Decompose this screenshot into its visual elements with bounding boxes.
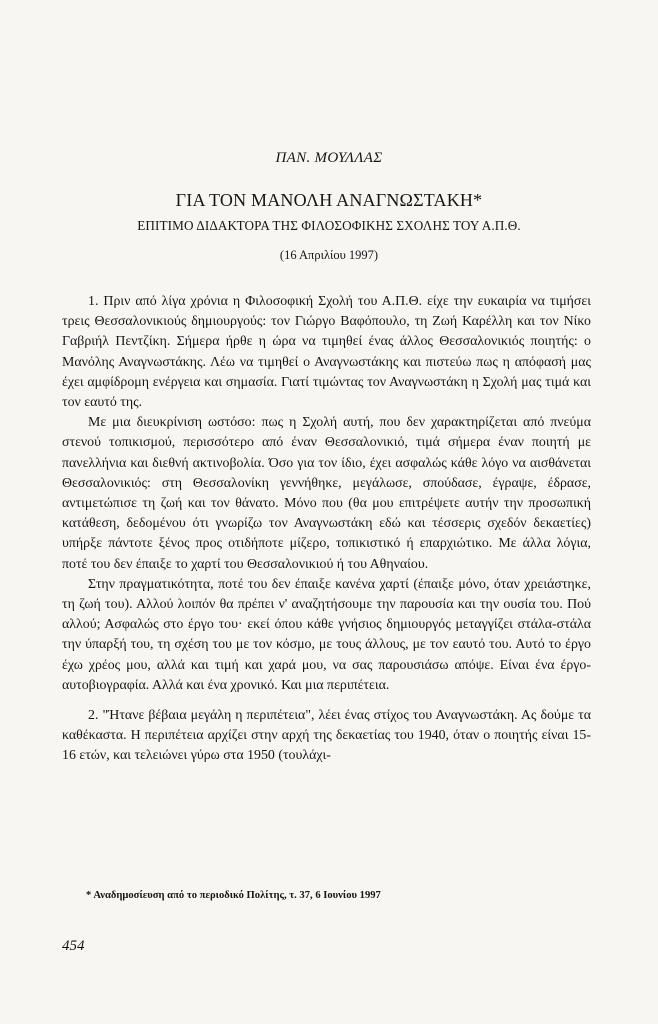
page-number: 454 — [62, 938, 85, 954]
paragraph-4: 2. "Ήτανε βέβαια μεγάλη η περιπέτεια", λέει ένας στίχος του Αναγνωστάκη. Ας δούμε τα καθέκαστα. Η περιπέτεια αρχίζει στην αρχή της δεκαετίας του 1940, όταν ο ποιητής είναι 15-16 ετών, και τελειώνει γύρω στα 1950 (τουλάχι- — [62, 708, 591, 764]
article-date: (16 Απριλίου 1997) — [279, 248, 379, 262]
paragraph-1: 1. Πριν από λίγα χρόνια η Φιλοσοφική Σχολή του Α.Π.Θ. είχε την ευκαιρία να τιμήσει τρεις Θεσσαλονικιούς δημιουργούς: τον Γιώργο Βαφόπουλο, τη Ζωή Καρέλλη και τον Νίκο Γαβριήλ Πεντζίκη. Σήμερα ήρθε η ώρα να τιμηθεί ένας άλλος Θεσσαλονικιός ποιητής: ο Μανόλης Αναγνωστάκης. Λέω να τιμηθεί ο Αναγνωστάκης και πιστεύω πως η απόφασή μας έχει αμφίδρομη ενέργεια και σημασία. Γιατί τιμώντας τον Αναγνωστάκη η Σχολή μας τιμά και τον εαυτό της. — [62, 294, 591, 411]
paragraph-2: Με μια διευκρίνιση ωστόσο: πως η Σχολή αυτή, που δεν χαρακτηρίζεται από πνεύμα στενού τοπικισμού, περισσότερο από έναν Θεσσαλονικιό, τιμά σήμερα έναν ποιητή με πανελλήνια και διεθνή ακτινοβολία. Όσο για τον ίδιο, έχει ασφαλώς κάθε λόγο να αισθάνεται Θεσσαλονικιός: στη Θεσσαλονίκη γεννήθηκε, μεγάλωσε, σπούδασε, έγραψε, έδρασε, αντιμετώπισε τη ζωή και τον θάνατο. Μόνο που (θα μου επιτρέψετε αυτήν την προσωπική κατάθεση, δεδομένου ότι γνωρίζω τον Αναγνωστάκη εδώ και τέσσερις σχεδόν δεκαετίες) υπήρξε πάντοτε ξένος προς οτιδήποτε μίζερο, τοπικιστικό ή επαρχιώτικο. Με άλλα λόγια, ποτέ του δεν έπαιξε το χαρτί του Θεσσαλονικιού ή του Αθηναίου. — [62, 415, 591, 572]
article-body — [62, 292, 591, 767]
paragraph-3: Στην πραγματικότητα, ποτέ του δεν έπαιξε κανένα χαρτί (έπαιξε μόνο, όταν χρειάστηκε, τη ζωή του). Αλλού λοιπόν θα πρέπει ν' αναζητήσουμε την παρουσία και την ουσία του. Πού αλλού; Ασφαλώς στο έργο του· εκεί όπου κάθε γνήσιος δημιουργός μεταγγίζει στάλα-στάλα την ύπαρξή του, τη σχέση του με τον κόσμο, με τους άλλους, με τον εαυτό του. Αυτό το έργο έχω χρέος μου, αλλά και τιμή και χαρά μου, να σας παρουσιάσω απόψε. Είναι ένα έργο-αυτοβιογραφία. Αλλά και ένα χρονικό. Και μια περιπέτεια. — [62, 576, 591, 693]
article-subtitle: ΕΠΙΤΙΜΟ ΔΙΔΑΚΤΟΡΑ ΤΗΣ ΦΙΛΟΣΟΦΙΚΗΣ ΣΧΟΛΗΣ ΤΟΥ Α.Π.Θ. — [137, 218, 521, 233]
footnote: * Αναδημοσίευση από το περιοδικό Πολίτης, τ. 37, 6 Ιουνίου 1997 — [86, 890, 381, 901]
author-name: ΠΑΝ. ΜΟΥΛΛΑΣ — [275, 150, 383, 166]
article-title: ΓΙΑ ΤΟΝ ΜΑΝΟΛΗ ΑΝΑΓΝΩΣΤΑΚΗ* — [175, 190, 483, 210]
